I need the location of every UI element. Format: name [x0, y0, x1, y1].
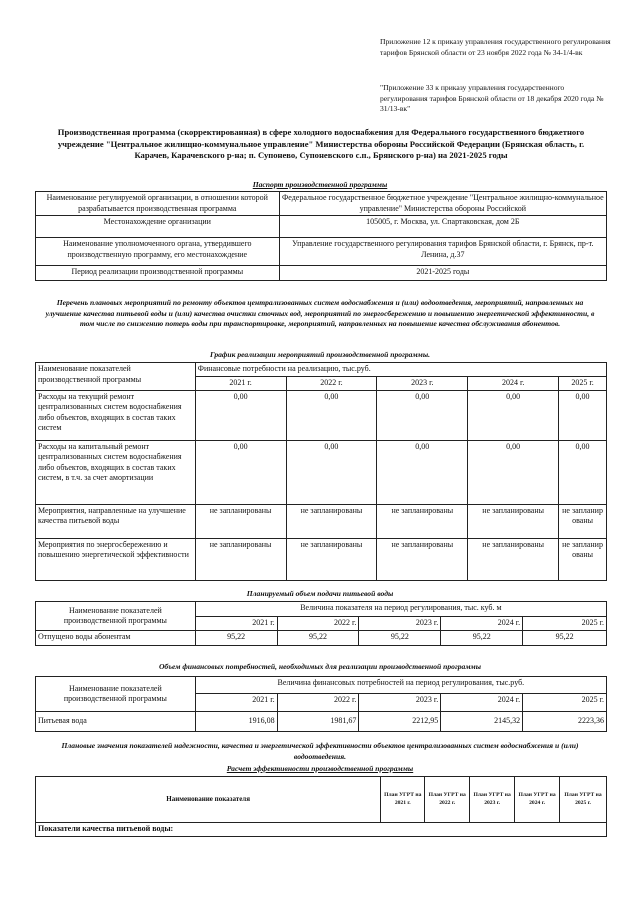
measure-value: 0,00	[468, 440, 559, 504]
passport-label: Наименование уполномоченного органа, утвердившего производственную программу, его местонахождение	[36, 238, 280, 266]
measure-value: 0,00	[559, 440, 607, 504]
year-header: 2024 г.	[441, 694, 523, 712]
supply-value: 95,22	[523, 631, 607, 646]
table-row	[36, 440, 607, 504]
year-header: 2025 г.	[523, 617, 607, 631]
table-row	[36, 192, 607, 216]
year-header: 2022 г.	[286, 377, 377, 391]
table-row	[36, 390, 607, 440]
table-row	[36, 238, 607, 266]
previous-appendix-note: "Приложение 33 к приказу управления государственного регулирования тарифов Брянской области от 18 декабря 2020 года № 31/13-вк"	[380, 83, 604, 113]
reliability-table	[35, 776, 607, 837]
measure-value: 0,00	[377, 390, 468, 440]
measure-value: 0,00	[468, 390, 559, 440]
supply-value: 95,22	[359, 631, 441, 646]
measure-value: не запланированы	[559, 504, 607, 538]
table-row	[36, 266, 607, 281]
table-row	[36, 823, 607, 837]
supply-table	[35, 601, 607, 646]
measure-value: не запланированы	[377, 538, 468, 580]
measure-label: Расходы на текущий ремонт централизованных систем водоснабжения либо объектов, входящих в состав таких систем	[36, 390, 196, 440]
supply-value: 95,22	[277, 631, 359, 646]
year-header: 2022 г.	[277, 617, 359, 631]
measure-label: Мероприятия по энергосбережению и повышению энергетической эффективности	[36, 538, 196, 580]
table-row	[36, 538, 607, 580]
finance-value: 1981,67	[277, 712, 359, 732]
finance-group-header: Величина финансовых потребностей на период регулирования, тыс.руб.	[195, 677, 606, 694]
measure-value: 0,00	[377, 440, 468, 504]
measures-heading: Перечень плановых мероприятий по ремонту объектов централизованных систем водоснабжения и (или) водоотведения, мероприятий, направленных на улучшение качества питьевой воды и (или) качества очистки сточных вод, мероприятий по энергосбережению и повышению энергетической эффективности, в том числе по снижению потерь воды при транспортировке, мероприятий, направленных на повышение качества обслуживания абонентов.	[45, 298, 595, 328]
passport-value: 2021-2025 годы	[279, 266, 606, 281]
measure-value: не запланированы	[286, 504, 377, 538]
year-header: 2021 г.	[195, 617, 277, 631]
finance-label: Питьевая вода	[36, 712, 196, 732]
order-appendix-note: Приложение 12 к приказу управления государственного регулирования тарифов Брянской области от 23 ноября 2022 года № 34-1/4-вк	[380, 37, 611, 57]
measure-value: не запланированы	[377, 504, 468, 538]
supply-value: 95,22	[195, 631, 277, 646]
measures-table	[35, 362, 607, 581]
year-header: 2022 г.	[277, 694, 359, 712]
supply-heading: Планируемый объем подачи питьевой воды	[246, 589, 394, 598]
passport-label: Местонахождение организации	[36, 216, 280, 238]
year-header: 2023 г.	[377, 377, 468, 391]
plan-header: План УГРТ на 2022 г.	[425, 777, 470, 823]
supply-label: Отпущено воды абонентам	[36, 631, 196, 646]
year-header: 2024 г.	[468, 377, 559, 391]
measures-subheading: График реализации мероприятий производственной программы.	[209, 350, 431, 359]
table-row	[36, 712, 607, 732]
measure-value: 0,00	[286, 440, 377, 504]
year-header: 2023 г.	[359, 694, 441, 712]
passport-label: Период реализации производственной программы	[36, 266, 280, 281]
table-row	[36, 504, 607, 538]
measures-col-header: Наименование показателей производственной программы	[36, 363, 196, 391]
measure-value: 0,00	[559, 390, 607, 440]
measure-value: 0,00	[286, 390, 377, 440]
measure-value: не запланированы	[468, 538, 559, 580]
finance-col-header: Наименование показателей производственной программы	[36, 677, 196, 712]
year-header: 2021 г.	[195, 377, 286, 391]
plan-header: План УГРТ на 2024 г.	[515, 777, 560, 823]
reliability-col-header: Наименование показателя	[36, 777, 381, 823]
year-header: 2024 г.	[441, 617, 523, 631]
passport-value: Федеральное государственное бюджетное учреждение "Центральное жилищно-коммунальное управление" Министерства обороны Российской	[279, 192, 606, 216]
measure-value: не запланированы	[468, 504, 559, 538]
finance-value: 2223,36	[523, 712, 607, 732]
measure-value: не запланированы	[195, 538, 286, 580]
year-header: 2025 г.	[523, 694, 607, 712]
supply-value: 95,22	[441, 631, 523, 646]
measure-value: не запланированы	[559, 538, 607, 580]
plan-header: План УГРТ на 2023 г.	[470, 777, 515, 823]
table-row	[36, 631, 607, 646]
table-row	[36, 216, 607, 238]
finance-value: 2145,32	[441, 712, 523, 732]
passport-heading: Паспорт производственной программы	[252, 180, 388, 189]
finance-heading: Объем финансовых потребностей, необходимых для реализации производственной программы	[158, 662, 482, 671]
year-header: 2023 г.	[359, 617, 441, 631]
supply-col-header: Наименование показателей производственной программы	[36, 602, 196, 631]
plan-header: План УГРТ на 2021 г.	[381, 777, 425, 823]
supply-group-header: Величина показателя на период регулирования, тыс. куб. м	[195, 602, 606, 617]
measures-group-header: Финансовые потребности на реализацию, тыс.руб.	[195, 363, 606, 377]
passport-label: Наименование регулируемой организации, в отношении которой разрабатывается производственная программа	[36, 192, 280, 216]
reliability-heading: Плановые значения показателей надежности, качества и энергетической эффективности объектов централизованных систем водоснабжения и (или) водоотведения.	[61, 741, 579, 761]
finance-table	[35, 676, 607, 732]
measure-value: 0,00	[195, 440, 286, 504]
measure-value: не запланированы	[195, 504, 286, 538]
measure-label: Мероприятия, направленные на улучшение качества питьевой воды	[36, 504, 196, 538]
reliability-subheading: Расчет эффективности производственной программы	[226, 764, 414, 773]
quality-section-row: Показатели качества питьевой воды:	[36, 823, 607, 837]
plan-header: План УГРТ на 2025 г.	[560, 777, 607, 823]
measure-label: Расходы на капитальный ремонт централизованных систем водоснабжения либо объектов, входящих в состав таких систем, в т.ч. за счет амортизации	[36, 440, 196, 504]
page-title: Производственная программа (скорректированная) в сфере холодного водоснабжения для Федерального государственного бюджетного учреждение "Центральное жилищно-коммунальное управление" Министерства обороны Российской Федерации (Брянская область, г. Карачев, Карачевского р-на; п. Супонево, Супоневского с.п., Брянского р-на) на 2021-2025 годы	[57, 127, 585, 160]
measure-value: не запланированы	[286, 538, 377, 580]
year-header: 2025 г.	[559, 377, 607, 391]
passport-value: 105005, г. Москва, ул. Спартаковская, дом 2Б	[279, 216, 606, 238]
finance-value: 1916,08	[195, 712, 277, 732]
passport-table	[35, 191, 607, 281]
finance-value: 2212,95	[359, 712, 441, 732]
measure-value: 0,00	[195, 390, 286, 440]
year-header: 2021 г.	[195, 694, 277, 712]
passport-value: Управление государственного регулирования тарифов Брянской области, г. Брянск, пр-т. Ленина, д.37	[279, 238, 606, 266]
